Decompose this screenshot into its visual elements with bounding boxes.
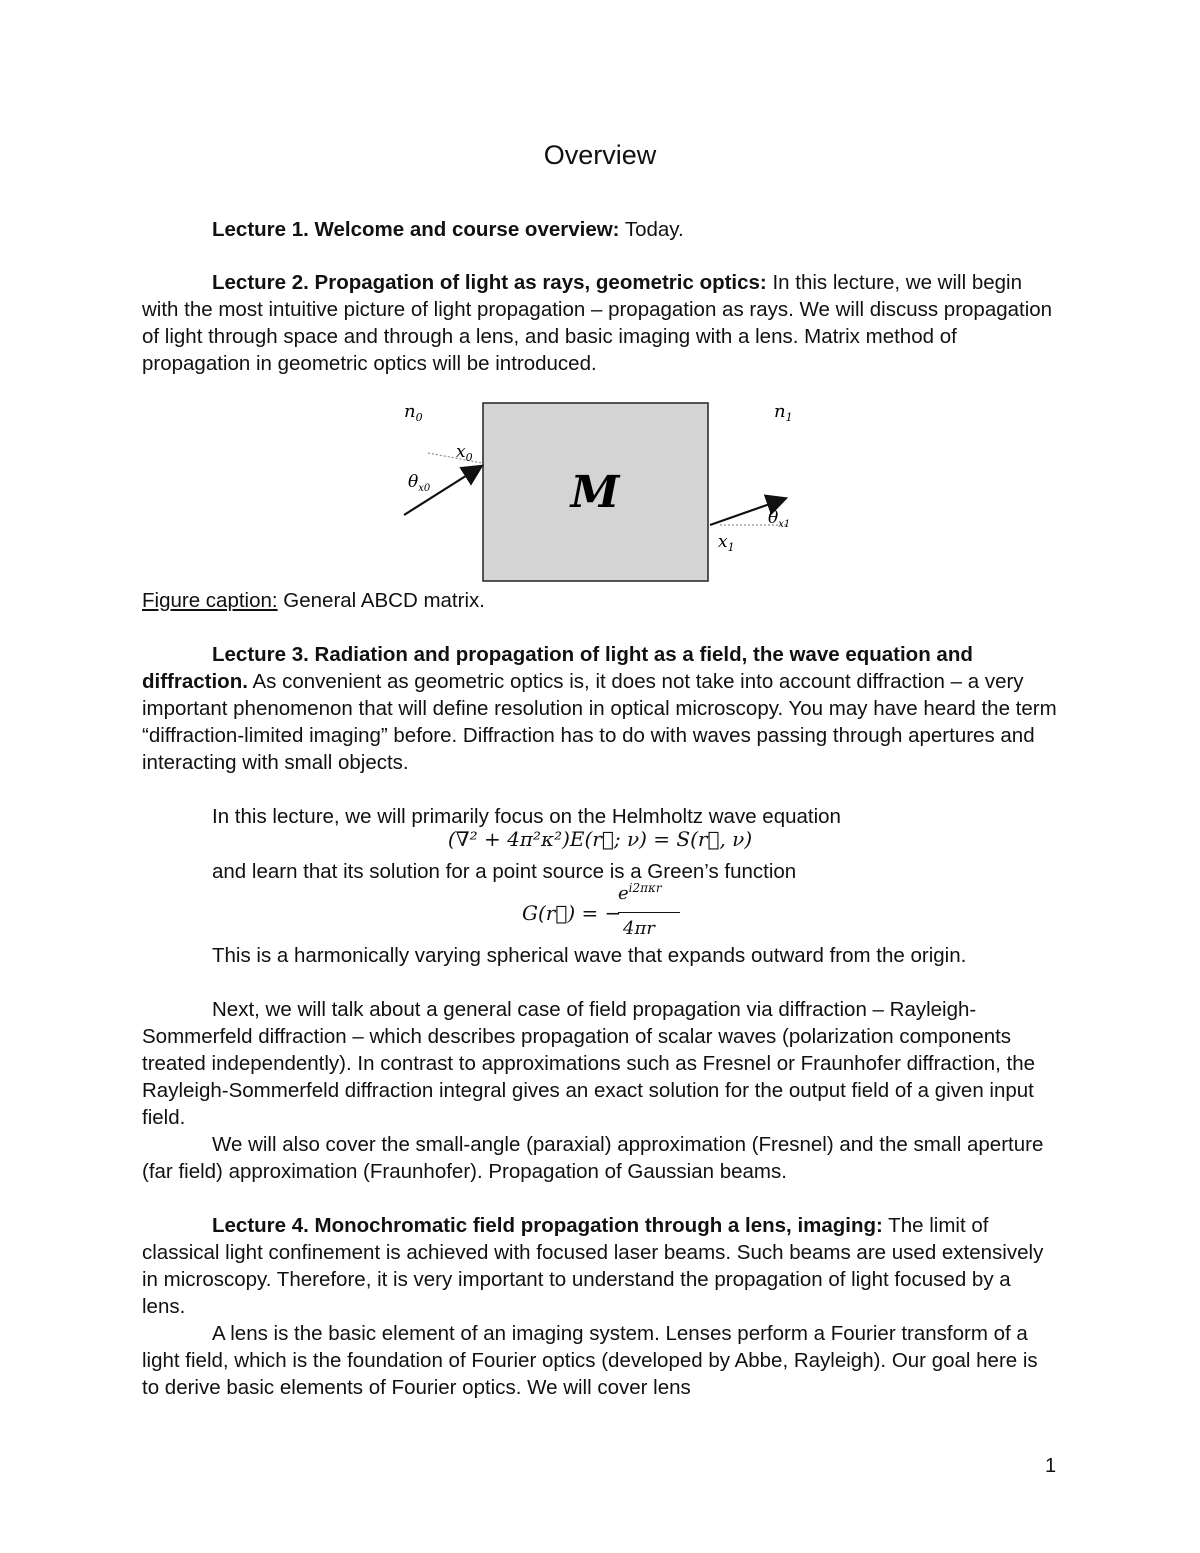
theta-x1-label: $\theta_{x1}$ (768, 508, 791, 530)
green-function-lhs: G(r⃗) = − (522, 901, 622, 925)
lecture-4-text: The limit of classical light confinement is achieved with focused laser beams. Such beams are used extensively in microscopy. Therefore, it is very important to understand the propagation of light focused by a lens. (142, 1214, 1044, 1318)
lecture-3-paragraph (142, 641, 1058, 776)
abcd-matrix-figure (390, 395, 830, 590)
lecture-4-heading: Lecture 4. Monochromatic field propagation through a lens, imaging: (212, 1214, 883, 1237)
lecture-3-text: As convenient as geometric optics is, it does not take into account diffraction – a very important phenomenon that will define resolution in optical microscopy. You may have heard the term “diffraction-limited imaging” before. Diffraction has to do with waves passing through apertures and interacting with small objects. (142, 670, 1057, 774)
n1-label: $n_1$ (774, 401, 793, 424)
lecture-3-heading: Lecture 3. Radiation and propagation of light as a field, the wave equation and diffraction. (142, 643, 973, 693)
incoming-reference-line (428, 453, 482, 463)
lens-paragraph: A lens is the basic element of an imaging system. Lenses perform a Fourier transform of a light field, which is the foundation of Fourier optics (developed by Abbe, Rayleigh). Our goal here is to derive basic elements of Fourier optics. We will cover lens (142, 1322, 1038, 1399)
lecture-2-text: In this lecture, we will begin with the most intuitive picture of light propagation – propagation as rays. We will discuss propagation of light through space and through a lens, and basic imaging with a lens. Matrix method of propagation in geometric optics will be introduced. (142, 271, 1053, 375)
helmholtz-intro: In this lecture, we will primarily focus on the Helmholtz wave equation (212, 805, 841, 828)
lecture-2-heading: Lecture 2. Propagation of light as rays, geometric optics: (212, 271, 767, 294)
green-intro: and learn that its solution for a point source is a Green’s function (212, 860, 797, 883)
green-function-numerator: $e^{i2\pi\kappa r}$ (618, 881, 662, 904)
lecture-1-text: Today. (619, 218, 684, 241)
figure-caption (142, 587, 1058, 614)
n0-label: $n_0$ (404, 401, 423, 424)
lecture-2-paragraph (142, 269, 1058, 377)
helmholtz-equation: (∇² + 4π²κ²)E(r⃗; ν) = S(r⃗, ν) (447, 827, 753, 851)
figure-caption-text: General ABCD matrix. (277, 589, 485, 612)
theta-x0-label: $\theta_{x0}$ (408, 472, 431, 494)
lecture-1-heading: Lecture 1. Welcome and course overview: (212, 218, 620, 241)
figure-caption-label: Figure caption: (142, 589, 278, 612)
green-function-denominator: 4πr (623, 918, 655, 939)
approximations-paragraph: We will also cover the small-angle (paraxial) approximation (Fresnel) and the small aperture (far field) approximation (Fraunhofer). Propagation of Gaussian beams. (142, 1133, 1044, 1183)
lecture-1-paragraph (142, 216, 1128, 243)
matrix-label: M (570, 467, 620, 518)
rayleigh-sommerfeld-paragraph: Next, we will talk about a general case of field propagation via diffraction – Rayleigh-Sommerfeld diffraction – which describes propagation of scalar waves (polarization components treated independently). In contrast to approximations such as Fresnel or Fraunhofer diffraction, the Rayleigh-Sommerfeld diffraction integral gives an exact solution for the output field of a given input field. (142, 998, 1036, 1129)
page-number: 1 (1045, 1455, 1057, 1477)
green-function-fraction-bar (618, 912, 680, 913)
page-title: Overview (543, 140, 657, 170)
x1-label: $x_1$ (718, 532, 735, 554)
spherical-wave-paragraph: This is a harmonically varying spherical wave that expands outward from the origin. (212, 944, 967, 967)
x0-label: $x_0$ (456, 442, 473, 464)
lecture-4-paragraph (142, 1212, 1058, 1320)
